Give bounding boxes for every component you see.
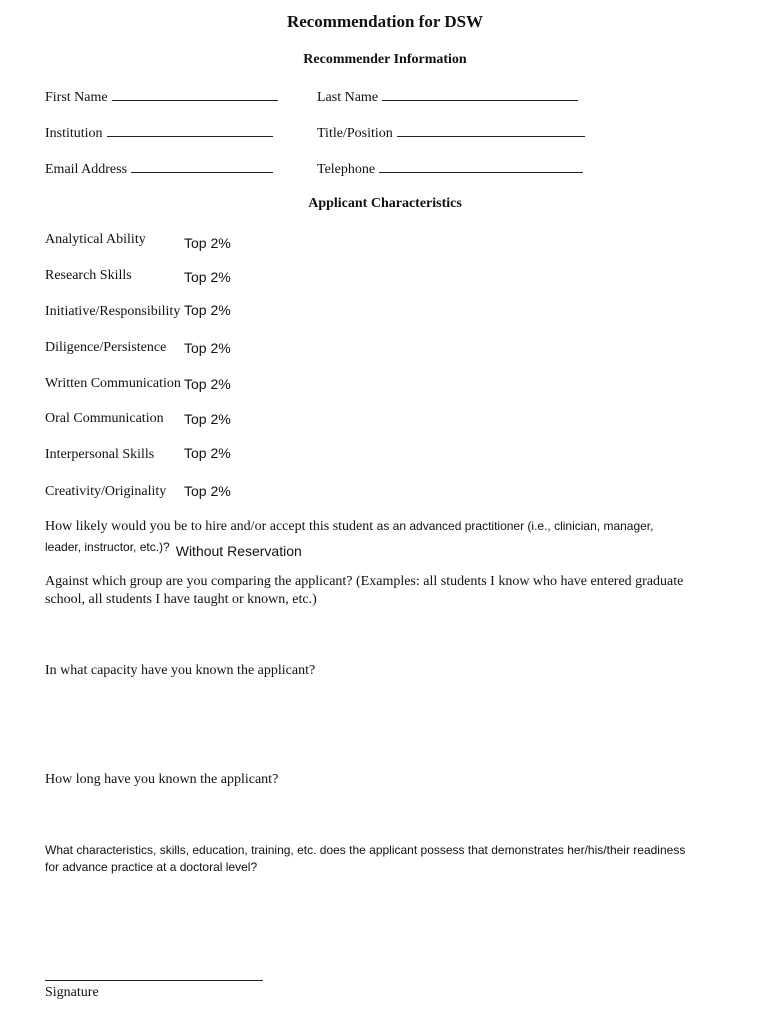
institution-label: Institution (45, 126, 103, 141)
characteristic-label: Interpersonal Skills (45, 447, 155, 462)
last-name-label: Last Name (317, 90, 379, 105)
hire-question (45, 519, 653, 535)
characteristic-label: Oral Communication (45, 411, 164, 426)
email-line[interactable] (131, 160, 273, 173)
email-label: Email Address (45, 162, 128, 177)
characteristic-label: Research Skills (45, 268, 132, 283)
characteristic-rating[interactable]: Top 2% (184, 269, 231, 285)
telephone-line[interactable] (379, 160, 583, 173)
compare-question: Against which group are you comparing the applicant? (Examples: all students I know who have entered graduate school, all students I have taught or known, etc.) (45, 574, 684, 607)
hire-question-part: leader, instructor, etc.)? (45, 540, 170, 554)
characteristics-heading: Applicant Characteristics (308, 196, 462, 211)
title-position-line[interactable] (397, 124, 585, 137)
characteristic-rating[interactable]: Top 2% (184, 411, 231, 427)
first-name-label: First Name (45, 90, 108, 105)
title-position-label: Title/Position (317, 126, 393, 141)
institution-line[interactable] (107, 124, 273, 137)
characteristic-rating[interactable]: Top 2% (184, 235, 231, 251)
characteristic-rating[interactable]: Top 2% (184, 483, 231, 499)
capacity-question: In what capacity have you known the applicant? (45, 663, 316, 678)
telephone-label: Telephone (317, 162, 376, 177)
first-name-line[interactable] (112, 88, 278, 101)
last-name-field[interactable] (317, 88, 578, 106)
email-field[interactable] (45, 160, 273, 178)
how-long-question: How long have you known the applicant? (45, 772, 279, 787)
hire-answer[interactable]: Without Reservation (175, 543, 302, 559)
characteristic-rating[interactable]: Top 2% (184, 302, 231, 318)
institution-field[interactable] (45, 124, 273, 142)
telephone-field[interactable] (317, 160, 583, 178)
readiness-question: What characteristics, skills, education, training, etc. does the applicant possess that demonstrates her/his/their readiness for advance practice at a doctoral level? (45, 843, 686, 874)
characteristic-rating[interactable]: Top 2% (184, 340, 231, 356)
hire-question-line2 (45, 538, 302, 559)
characteristic-rating[interactable]: Top 2% (184, 445, 231, 461)
hire-question-part: How likely would you be to hire and/or accept this student (45, 519, 374, 534)
characteristic-label: Creativity/Originality (45, 484, 167, 499)
characteristic-label: Initiative/Responsibility (45, 304, 181, 319)
characteristic-label: Written Communication (45, 376, 181, 391)
last-name-line[interactable] (382, 88, 578, 101)
hire-question-part: as an advanced practitioner (i.e., clinician, manager, (376, 519, 654, 533)
signature-line[interactable] (45, 980, 263, 981)
characteristic-label: Analytical Ability (45, 232, 146, 247)
document-title: Recommendation for DSW (286, 12, 484, 31)
first-name-field[interactable] (45, 88, 278, 106)
characteristic-rating[interactable]: Top 2% (184, 376, 231, 392)
characteristic-label: Diligence/Persistence (45, 340, 167, 355)
signature-label: Signature (45, 985, 99, 1000)
recommender-heading: Recommender Information (303, 52, 467, 67)
title-position-field[interactable] (317, 124, 585, 142)
